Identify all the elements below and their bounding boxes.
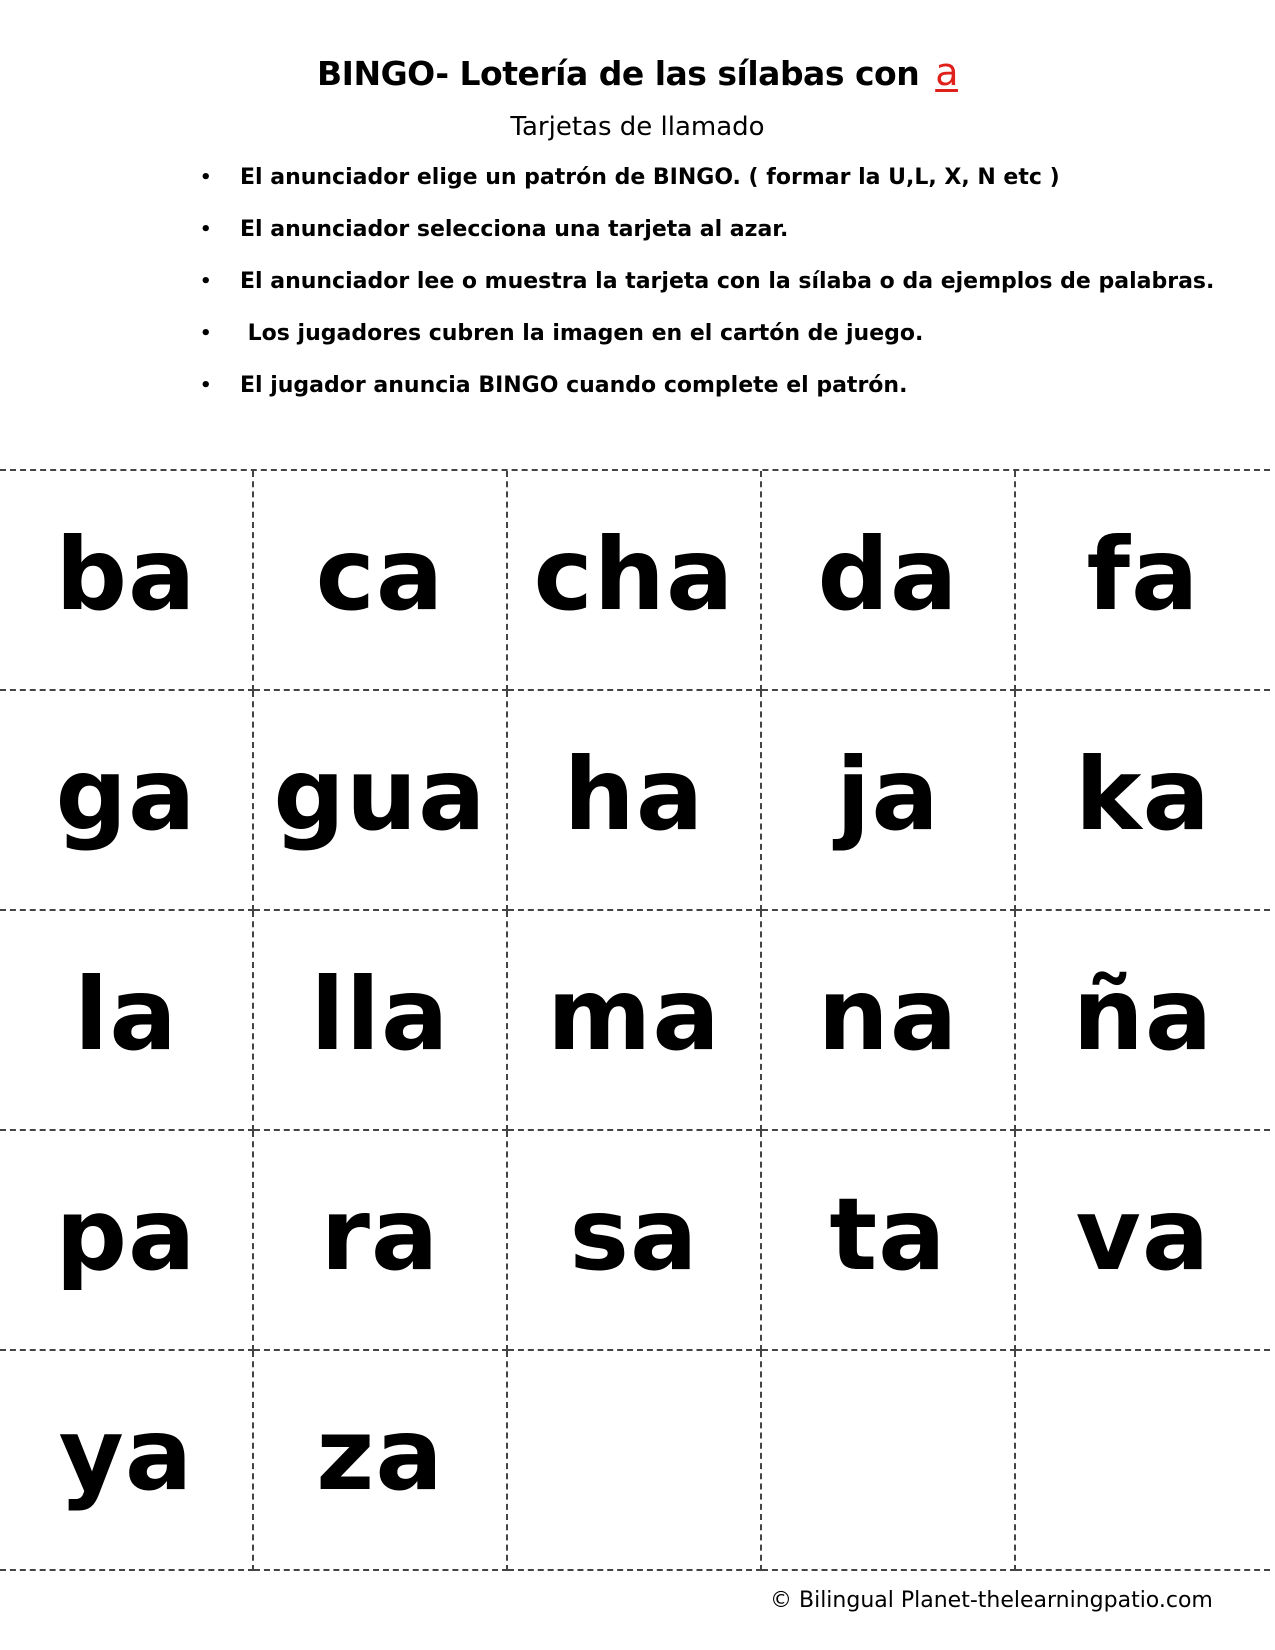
instruction-text: El anunciador elige un patrón de BINGO. ( formar la U,L, X, N etc ) <box>240 165 1060 190</box>
bullet-icon: • <box>200 375 212 396</box>
bullet-icon: • <box>200 219 212 240</box>
card <box>0 691 254 911</box>
card-syllable: ña <box>1072 956 1214 1073</box>
card-syllable: ra <box>320 1176 440 1293</box>
card <box>0 911 254 1131</box>
card-empty <box>1016 1351 1270 1571</box>
page-title <box>0 50 1275 94</box>
instruction-text: El anunciador lee o muestra la tarjeta con la sílaba o da ejemplos de palabras. <box>240 269 1215 294</box>
title-vowel: a <box>935 50 958 94</box>
card-syllable: la <box>74 956 178 1073</box>
card <box>1016 911 1270 1131</box>
card-syllable: ta <box>829 1176 947 1293</box>
card-syllable: ba <box>55 516 197 633</box>
card-syllable: ca <box>315 516 445 633</box>
card-syllable: ka <box>1075 736 1211 853</box>
bullet-icon: • <box>200 167 212 188</box>
card <box>762 691 1016 911</box>
instruction-item <box>200 371 1250 423</box>
card-syllable: ha <box>563 736 705 853</box>
card-syllable: pa <box>55 1176 197 1293</box>
card-syllable: na <box>817 956 959 1073</box>
card <box>254 691 508 911</box>
card-syllable: ya <box>58 1396 194 1513</box>
card-syllable: cha <box>533 516 735 633</box>
card <box>762 911 1016 1131</box>
title-text: BINGO- Lotería de las sílabas con <box>317 54 920 93</box>
copyright-footer: © Bilingual Planet-thelearningpatio.com <box>770 1588 1213 1613</box>
card <box>508 471 762 691</box>
card-syllable: da <box>817 516 959 633</box>
card-syllable: ja <box>836 736 940 853</box>
instruction-text: Los jugadores cubren la imagen en el cartón de juego. <box>240 321 924 346</box>
instruction-text: El anunciador selecciona una tarjeta al azar. <box>240 217 789 242</box>
card-empty <box>508 1351 762 1571</box>
instructions-list <box>200 163 1250 423</box>
card <box>1016 471 1270 691</box>
card <box>762 1131 1016 1351</box>
card-syllable: za <box>316 1396 444 1513</box>
bullet-icon: • <box>200 323 212 344</box>
card <box>254 1131 508 1351</box>
card <box>508 911 762 1131</box>
card-syllable: gua <box>273 736 487 853</box>
instruction-item <box>200 163 1250 215</box>
instruction-item <box>200 267 1250 319</box>
card-syllable: va <box>1075 1176 1211 1293</box>
card <box>1016 691 1270 911</box>
page-subtitle: Tarjetas de llamado <box>510 112 765 142</box>
card-syllable: lla <box>310 956 450 1073</box>
card <box>508 1131 762 1351</box>
instruction-item <box>200 215 1250 267</box>
card-syllable: sa <box>569 1176 699 1293</box>
card <box>254 471 508 691</box>
calling-cards-grid <box>0 469 1270 1571</box>
card <box>0 471 254 691</box>
card <box>0 1131 254 1351</box>
bullet-icon: • <box>200 271 212 292</box>
card-syllable: ma <box>547 956 721 1073</box>
card <box>254 911 508 1131</box>
card-syllable: fa <box>1086 516 1200 633</box>
instruction-item <box>200 319 1250 371</box>
card <box>762 471 1016 691</box>
card-empty <box>762 1351 1016 1571</box>
card <box>508 691 762 911</box>
card <box>1016 1131 1270 1351</box>
card <box>0 1351 254 1571</box>
card <box>254 1351 508 1571</box>
card-syllable: ga <box>55 736 197 853</box>
instruction-text: El jugador anuncia BINGO cuando complete el patrón. <box>240 373 908 398</box>
